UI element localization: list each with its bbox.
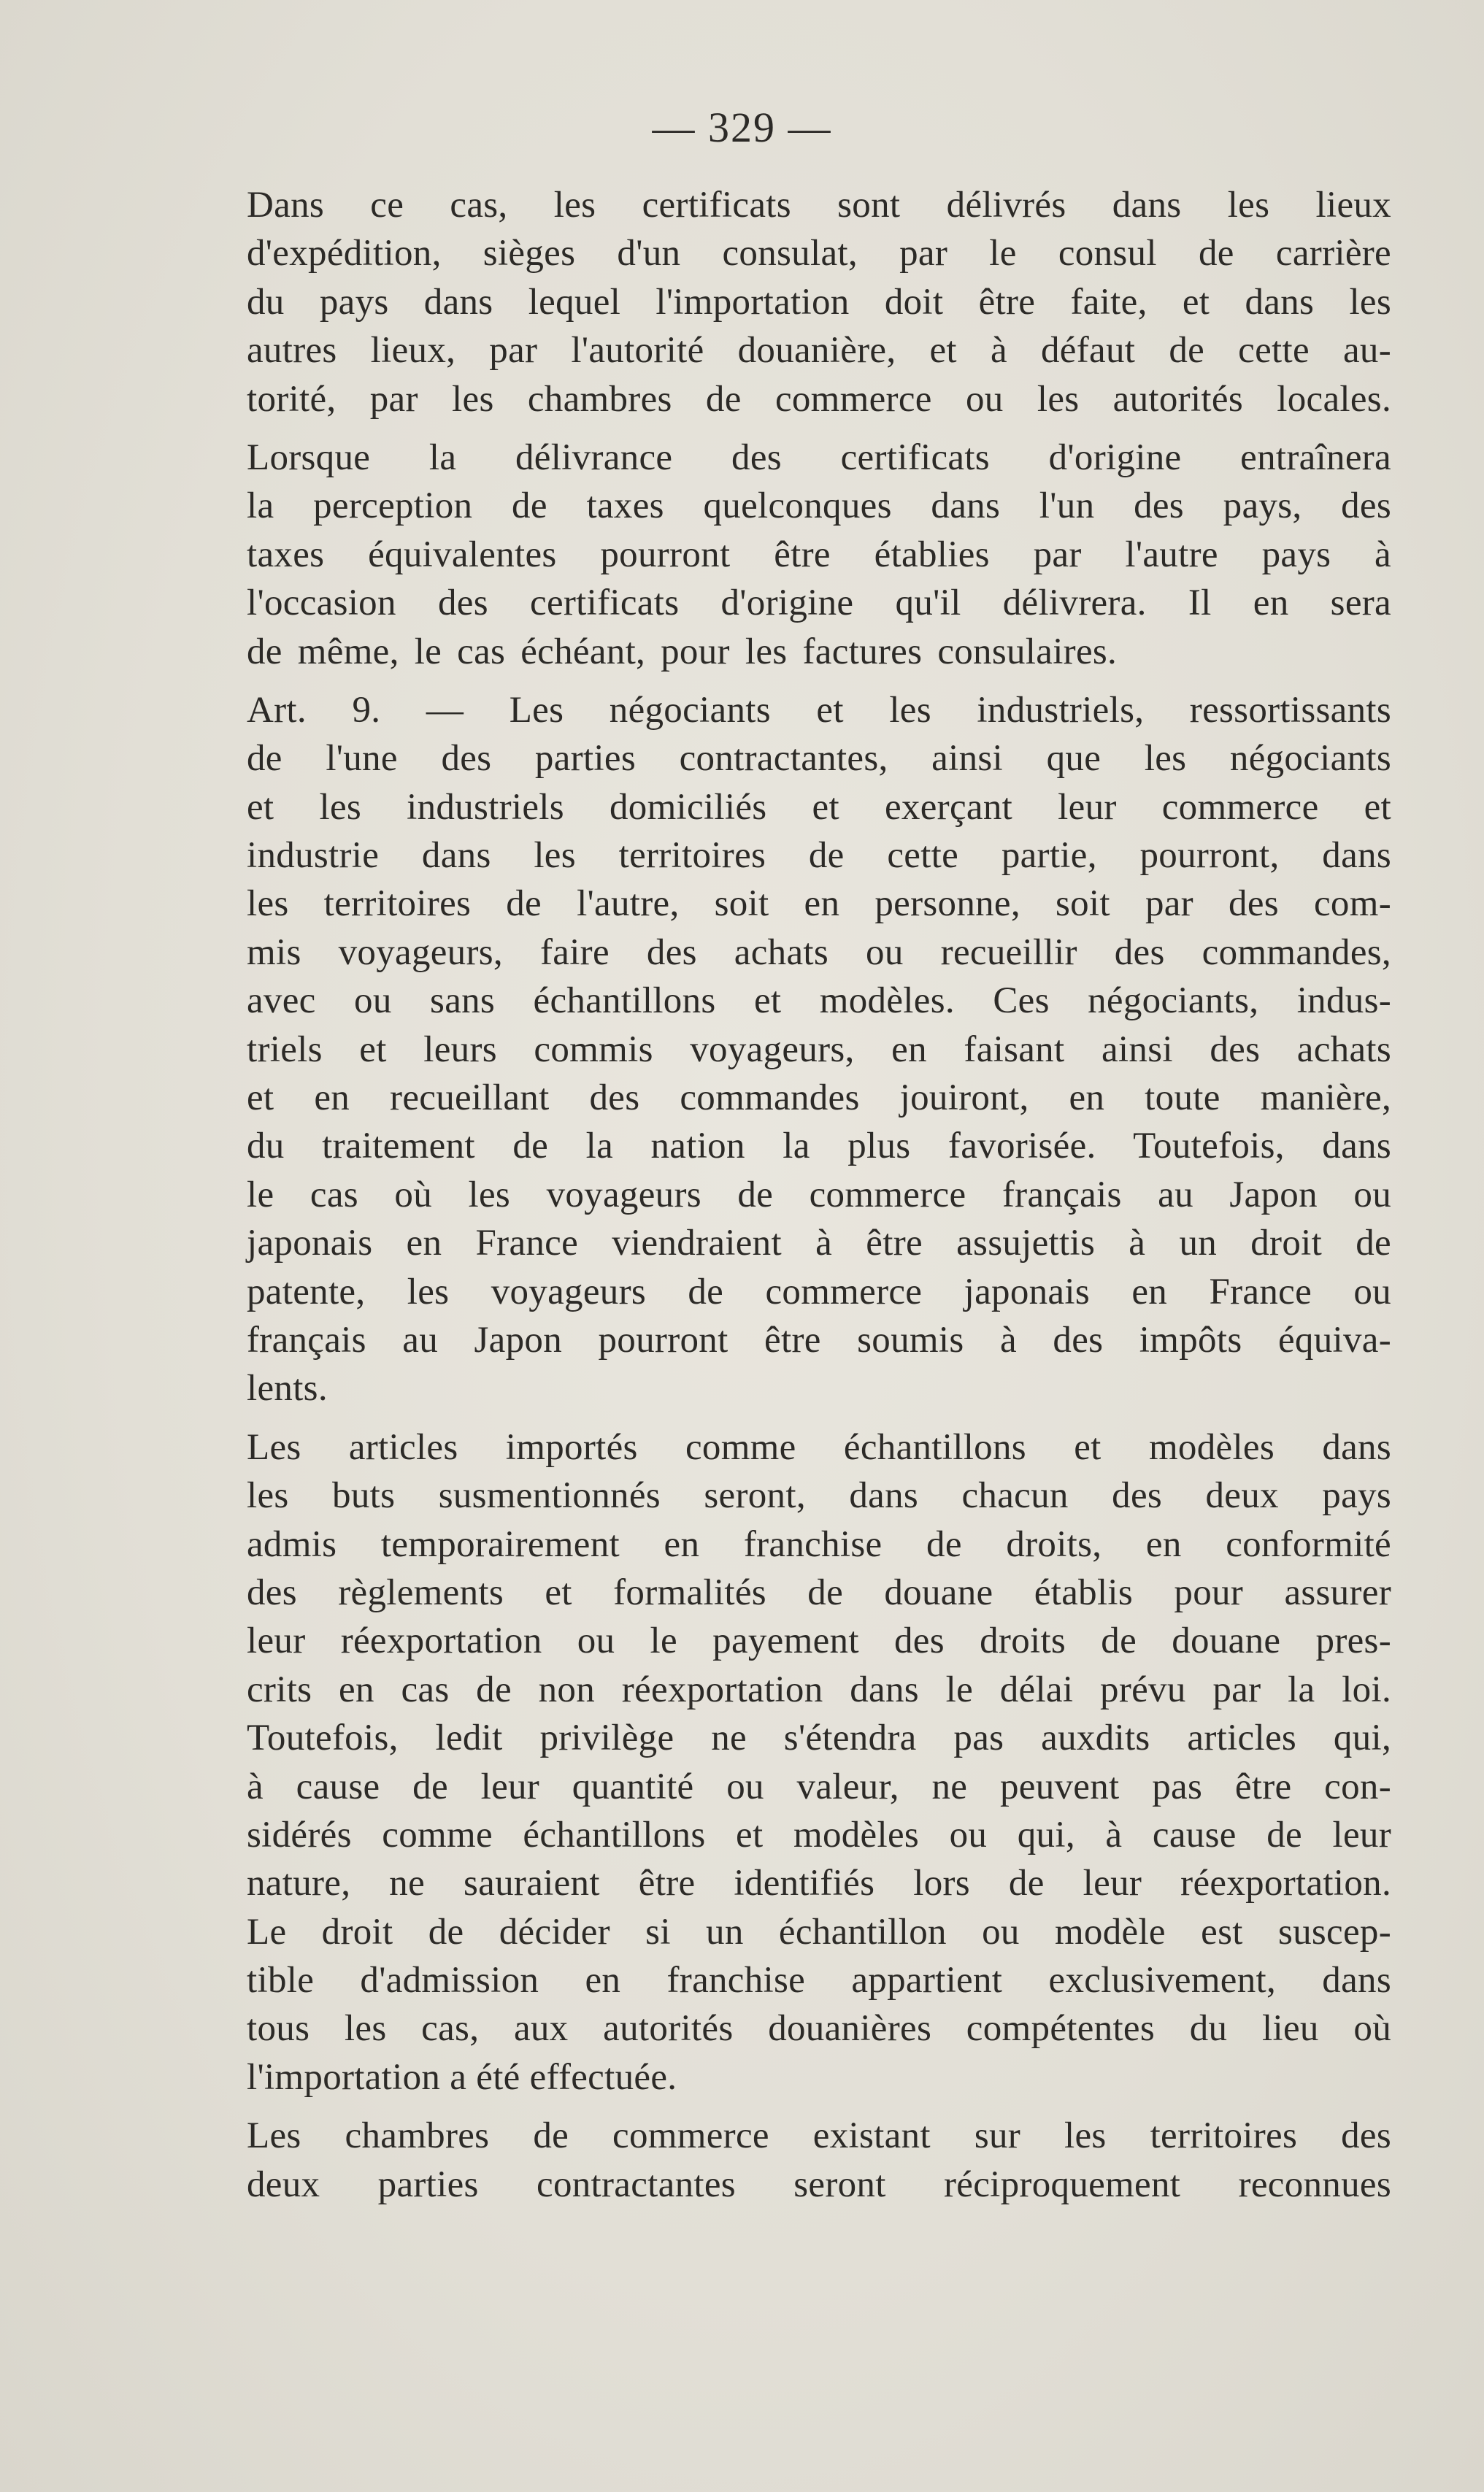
text-line: triels et leurs commis voyageurs, en faisant ainsi des achats (247, 1028, 1391, 1070)
text-line: et les industriels domiciliés et exerçant leur commerce et (247, 786, 1391, 828)
text-line: d'expédition, sièges d'un consulat, par le consul de carrière (247, 233, 1391, 274)
text-line: deux parties contractantes seront réciproquement reconnues (247, 2164, 1391, 2205)
page-number: — 329 — (652, 104, 832, 151)
text-line: Les articles importés comme échantillons et modèles dans (247, 1426, 1391, 1468)
text-line: patente, les voyageurs de commerce japonais en France ou (247, 1271, 1391, 1312)
text-line: Le droit de décider si un échantillon ou modèle est suscep- (247, 1911, 1391, 1953)
text-line: tible d'admission en franchise appartient exclusivement, dans (247, 1960, 1391, 2001)
text-line: leur réexportation ou le payement des droits de douane pres- (247, 1620, 1391, 1662)
text-line: des règlements et formalités de douane établis pour assurer (247, 1572, 1391, 1613)
text-line: Toutefois, ledit privilège ne s'étendra pas auxdits articles qui, (247, 1718, 1391, 1759)
text-line: l'occasion des certificats d'origine qu'il délivrera. Il en sera (247, 582, 1391, 624)
text-line: du pays dans lequel l'importation doit être faite, et dans les (247, 281, 1391, 323)
text-line: le cas où les voyageurs de commerce français au Japon ou (247, 1174, 1391, 1215)
text-line: sidérés comme échantillons et modèles ou qui, à cause de leur (247, 1814, 1391, 1855)
text-line: Art. 9. — Les négociants et les industriels, ressortissants (247, 689, 1391, 731)
paragraph (247, 686, 1391, 1413)
text-line: admis temporairement en franchise de droits, en conformité (247, 1523, 1391, 1565)
text-line: français au Japon pourront être soumis à des impôts équiva- (247, 1319, 1391, 1361)
text-line: autres lieux, par l'autorité douanière, et à défaut de cette au- (247, 330, 1391, 372)
text-line: avec ou sans échantillons et modèles. Ces négociants, indus- (247, 980, 1391, 1022)
text-line: et en recueillant des commandes jouiront, en toute manière, (247, 1077, 1391, 1119)
text-line: la perception de taxes quelconques dans l'un des pays, des (247, 485, 1391, 527)
text-line: de l'une des parties contractantes, ainsi que les négociants (247, 738, 1391, 780)
text-line: Lorsque la délivrance des certificats d'origine entraînera (247, 437, 1391, 478)
text-line: de même, le cas échéant, pour les factures consulaires. (247, 631, 1118, 672)
text-line: les territoires de l'autre, soit en personne, soit par des com- (247, 883, 1391, 925)
text-line: tous les cas, aux autorités douanières compétentes du lieu où (247, 2008, 1391, 2050)
paragraph (247, 1423, 1391, 2101)
text-line: japonais en France viendraient à être assujettis à un droit de (247, 1223, 1391, 1264)
paragraph (247, 181, 1391, 423)
paragraph (247, 2112, 1391, 2209)
text-line: torité, par les chambres de commerce ou les autorités locales. (247, 378, 1391, 420)
text-line: l'importation a été effectuée. (247, 2056, 677, 2098)
text-line: Dans ce cas, les certificats sont délivrés dans les lieux (247, 185, 1391, 226)
paragraph (247, 434, 1391, 676)
text-line: du traitement de la nation la plus favorisée. Toutefois, dans (247, 1126, 1391, 1167)
text-line: mis voyageurs, faire des achats ou recueillir des commandes, (247, 931, 1391, 973)
text-line: nature, ne sauraient être identifiés lors de leur réexportation. (247, 1863, 1391, 1904)
text-line: lents. (247, 1368, 328, 1410)
text-line: à cause de leur quantité ou valeur, ne peuvent pas être con- (247, 1766, 1391, 1807)
text-line: crits en cas de non réexportation dans le délai prévu par la loi. (247, 1669, 1391, 1710)
text-line: les buts susmentionnés seront, dans chacun des deux pays (247, 1475, 1391, 1517)
text-line: Les chambres de commerce existant sur les territoires des (247, 2115, 1391, 2157)
body-text (247, 181, 1391, 2219)
text-line: taxes équivalentes pourront être établies par l'autre pays à (247, 534, 1391, 575)
text-line: industrie dans les territoires de cette partie, pourront, dans (247, 835, 1391, 877)
